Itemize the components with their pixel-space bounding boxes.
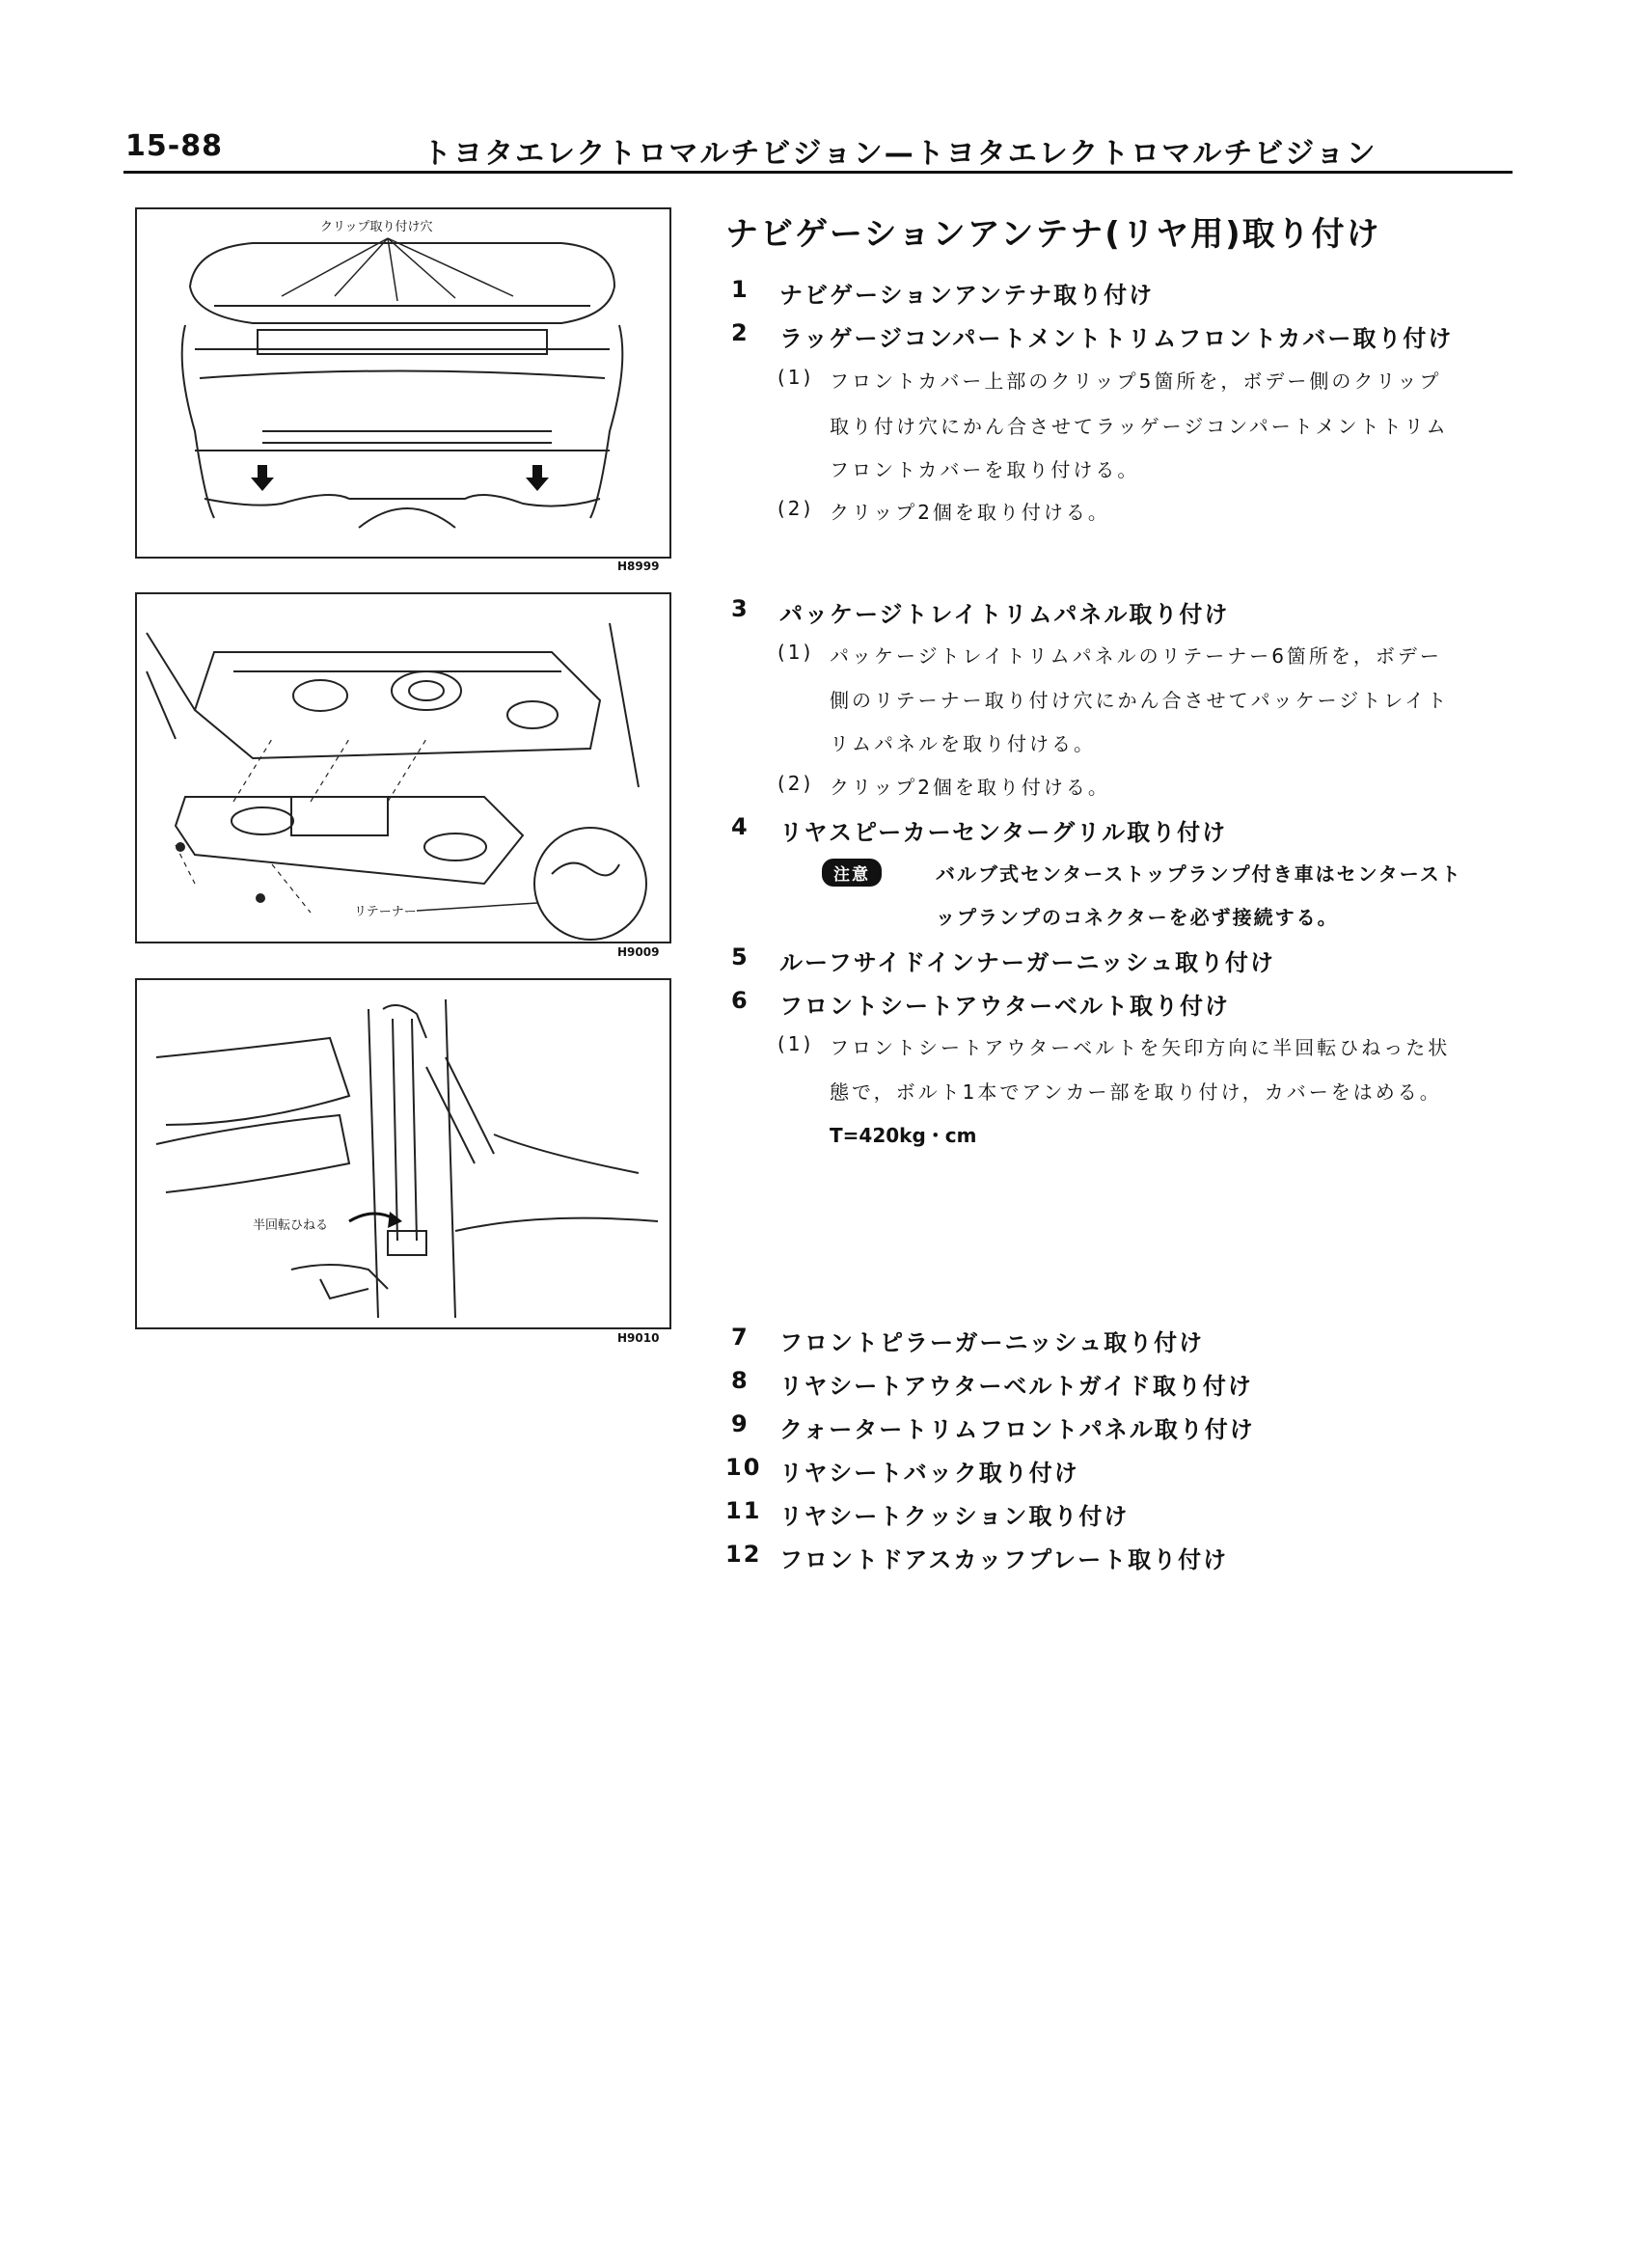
figure-seat-belt bbox=[135, 978, 671, 1329]
step-number: 4 bbox=[731, 813, 750, 840]
substep-number: (1) bbox=[777, 641, 814, 664]
chapter-title: トヨタエレクトロマルチビジョン—トヨタエレクトロマルチビジョン bbox=[423, 137, 1377, 171]
package-tray-illustration bbox=[137, 594, 669, 942]
substep-number: (2) bbox=[777, 497, 814, 520]
step-text: パッケージトレイトリムパネル取り付け bbox=[779, 601, 1230, 628]
substep-line: クリップ2個を取り付ける。 bbox=[830, 501, 1110, 524]
substep-number: (1) bbox=[777, 366, 814, 389]
torque-spec: T=420kg・cm bbox=[830, 1124, 977, 1147]
step-number: 10 bbox=[725, 1454, 762, 1481]
step-text: リヤシートバック取り付け bbox=[779, 1460, 1079, 1487]
step-text: ラッゲージコンパートメントトリムフロントカバー取り付け bbox=[779, 325, 1454, 352]
step-number: 6 bbox=[731, 987, 750, 1014]
step-text: リヤスピーカーセンターグリル取り付け bbox=[779, 819, 1228, 846]
substep-line: 態で，ボルト1本でアンカー部を取り付け，カバーをはめる。 bbox=[830, 1080, 1442, 1104]
substep-line: 側のリテーナー取り付け穴にかん合させてパッケージトレイト bbox=[830, 689, 1450, 712]
step-number: 12 bbox=[725, 1541, 762, 1568]
step-text: ナビゲーションアンテナ取り付け bbox=[779, 282, 1155, 309]
substep-line: クリップ2個を取り付ける。 bbox=[830, 776, 1110, 799]
step-number: 1 bbox=[731, 276, 750, 303]
substep-line: フロントカバー上部のクリップ5箇所を，ボデー側のクリップ bbox=[830, 369, 1442, 393]
header-rule bbox=[123, 171, 1513, 174]
caution-badge: 注意 bbox=[822, 859, 882, 887]
page-number: 15-88 bbox=[125, 129, 223, 163]
substep-line: フロントシートアウターベルトを矢印方向に半回転ひねった状 bbox=[830, 1036, 1451, 1059]
section-title: ナビゲーションアンテナ(リヤ用)取り付け bbox=[725, 215, 1381, 254]
figure2-code: H9009 bbox=[617, 945, 660, 959]
figure-trunk-cover bbox=[135, 207, 671, 559]
step-number: 8 bbox=[731, 1367, 750, 1394]
step-text: フロントピラーガーニッシュ取り付け bbox=[779, 1329, 1205, 1356]
step-number: 9 bbox=[731, 1410, 750, 1437]
figure1-code: H8999 bbox=[617, 560, 660, 573]
trunk-cover-illustration bbox=[137, 209, 669, 557]
substep-line: リムパネルを取り付ける。 bbox=[830, 732, 1096, 755]
step-text: ルーフサイドインナーガーニッシュ取り付け bbox=[779, 949, 1275, 976]
substep-line: 取り付け穴にかん合させてラッゲージコンパートメントトリム bbox=[830, 415, 1449, 438]
caution-text-line: バルブ式センターストップランプ付き車はセンタースト bbox=[936, 862, 1462, 886]
figure-package-tray bbox=[135, 592, 671, 943]
figure3-code: H9010 bbox=[617, 1331, 660, 1345]
substep-number: (1) bbox=[777, 1032, 814, 1055]
figure3-label: 半回転ひねる bbox=[253, 1218, 329, 1233]
step-number: 7 bbox=[731, 1324, 750, 1351]
substep-line: パッケージトレイトリムパネルのリテーナー6箇所を，ボデー bbox=[830, 644, 1442, 668]
seat-belt-illustration bbox=[137, 980, 669, 1327]
figure2-label: リテーナー bbox=[354, 905, 417, 919]
step-number: 11 bbox=[725, 1497, 762, 1524]
substep-line: フロントカバーを取り付ける。 bbox=[830, 458, 1140, 481]
step-text: フロントシートアウターベルト取り付け bbox=[779, 993, 1231, 1020]
step-text: リヤシートアウターベルトガイド取り付け bbox=[779, 1373, 1253, 1400]
substep-number: (2) bbox=[777, 772, 814, 795]
step-number: 5 bbox=[731, 943, 750, 970]
figure1-label: クリップ取り付け穴 bbox=[320, 220, 433, 234]
step-number: 3 bbox=[731, 595, 750, 622]
step-text: フロントドアスカッフプレート取り付け bbox=[779, 1546, 1229, 1573]
step-number: 2 bbox=[731, 319, 750, 346]
caution-text-line: ップランプのコネクターを必ず接続する。 bbox=[936, 906, 1339, 929]
step-text: クォータートリムフロントパネル取り付け bbox=[779, 1416, 1255, 1443]
step-text: リヤシートクッション取り付け bbox=[779, 1503, 1130, 1530]
